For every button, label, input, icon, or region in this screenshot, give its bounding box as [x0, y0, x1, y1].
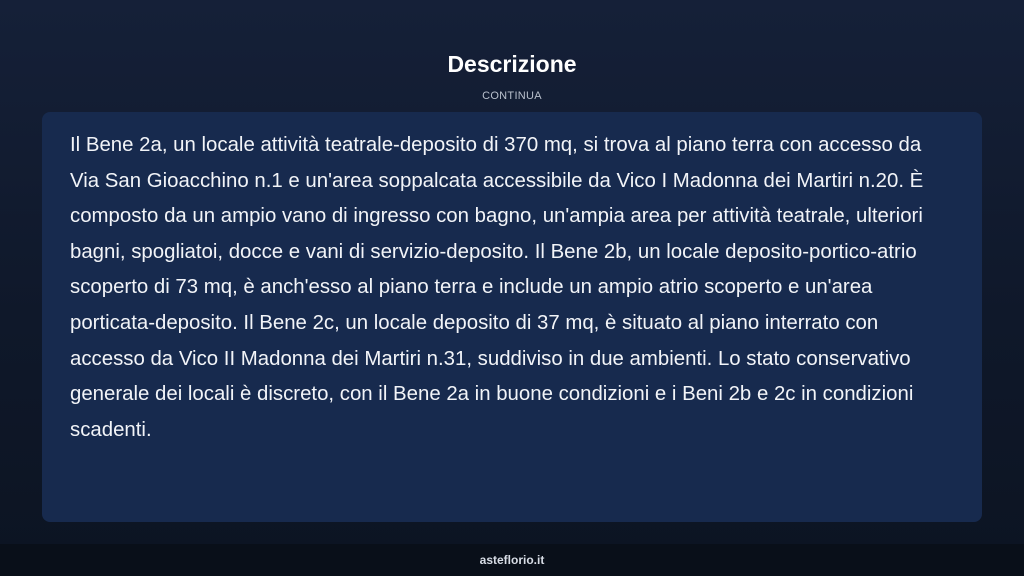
page-title: Descrizione — [447, 51, 577, 77]
page-subtitle: CONTINUA — [482, 90, 542, 102]
description-card — [42, 112, 982, 522]
footer-site-link[interactable]: asteflorio.it — [479, 553, 545, 567]
footer-bar — [0, 544, 1024, 576]
description-text: Il Bene 2a, un locale attività teatrale-deposito di 370 mq, si trova al piano terra con accesso da Via San Gioacchino n.1 e un'area soppalcata accessibile da Vico I Madonna dei Martiri n.20. È composto da un ampio vano di ingresso con bagno, un'ampia area per attività teatrale, ulteriori bagni, spogliatoi, docce e vani di servizio-deposito. Il Bene 2b, un locale deposito-portico-atrio scoperto di 73 mq, è anch'esso al piano terra e include un ampio atrio scoperto e un'area porticata-deposito. Il Bene 2c, un locale deposito di 37 mq, è situato al piano interrato con accesso da Vico II Madonna dei Martiri n.31, suddiviso in due ambienti. Lo stato conservativo generale dei locali è discreto, con il Bene 2a in buone condizioni e i Beni 2b e 2c in condizioni scadenti. — [70, 134, 924, 441]
